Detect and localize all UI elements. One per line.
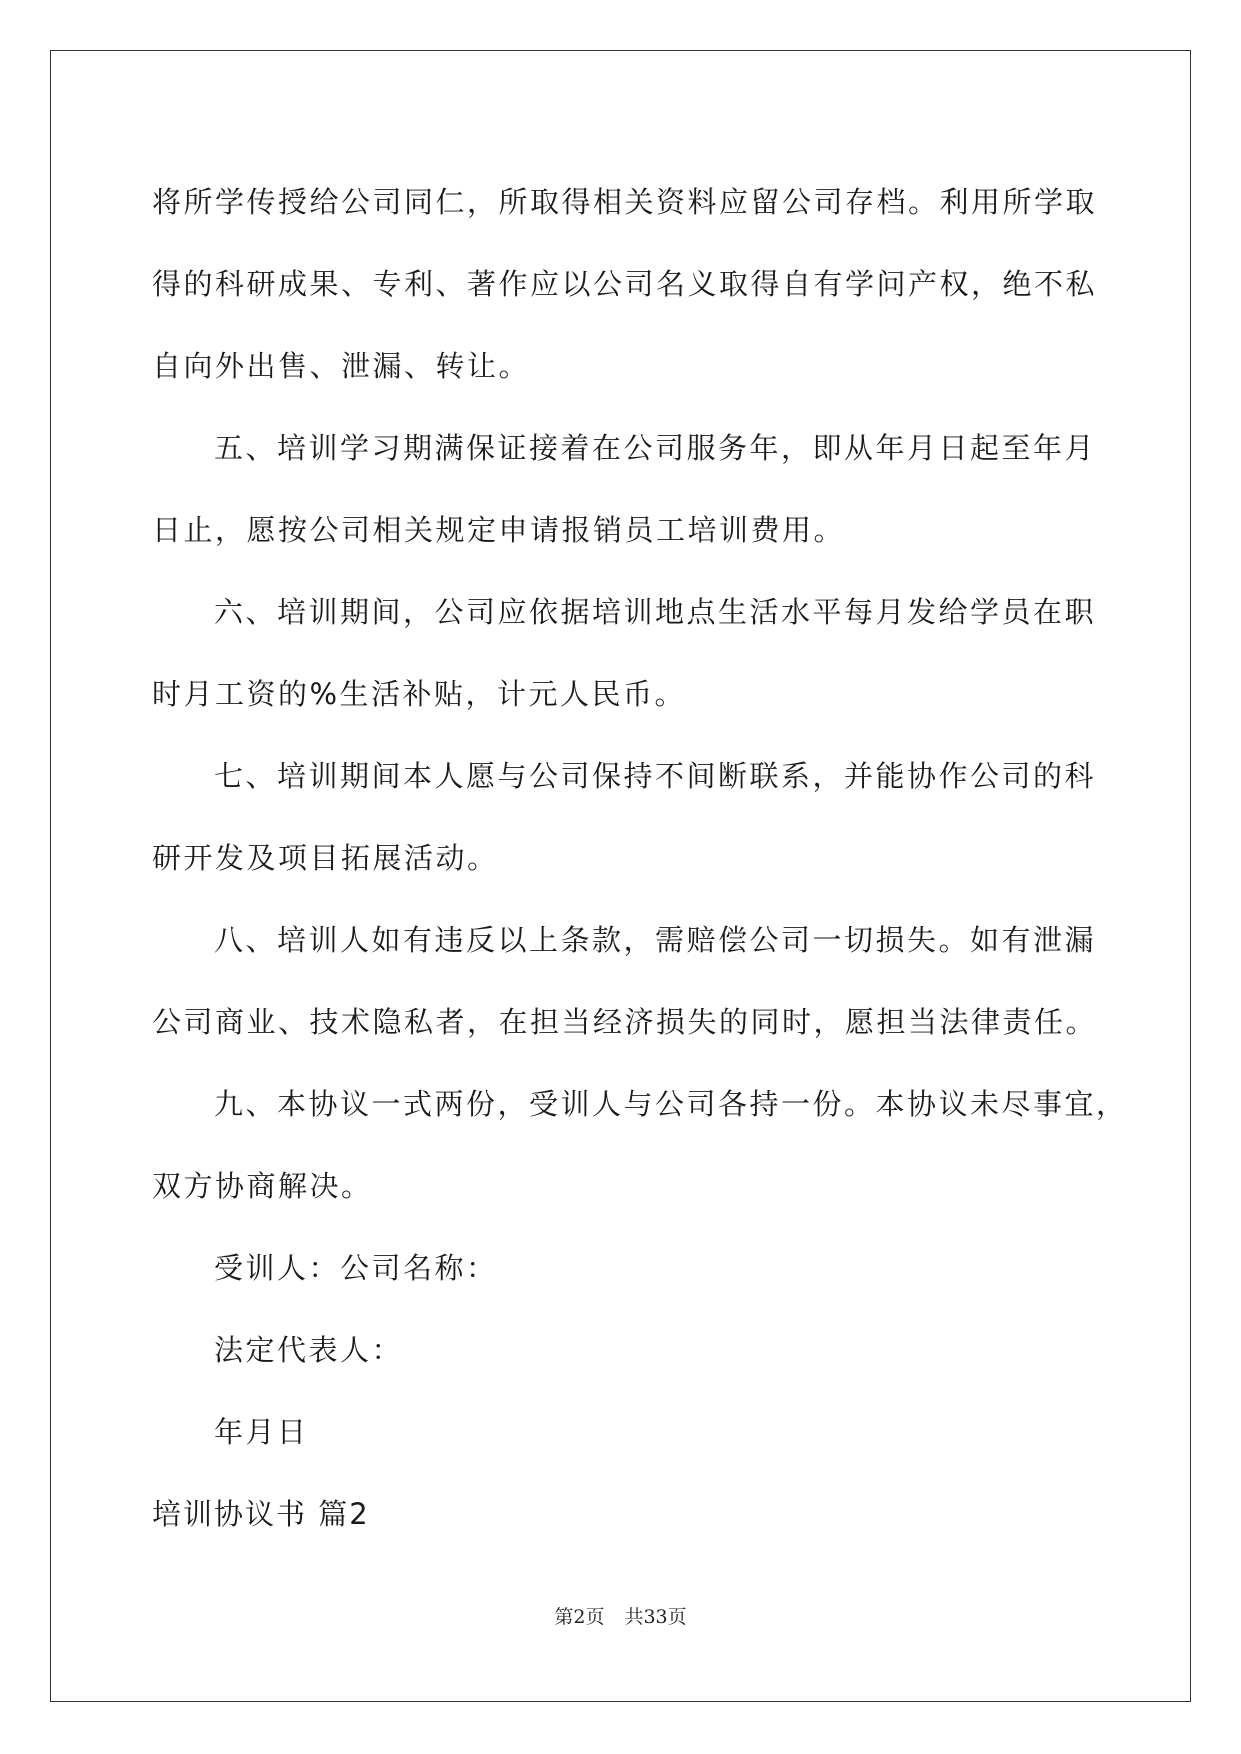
- signature-legal-representative: [152, 1309, 1092, 1391]
- text-line: 年月日: [214, 1415, 309, 1449]
- paragraph-clause-9: [152, 1063, 1128, 1227]
- text-line: 日止，愿按公司相关规定申请报销员工培训费用。: [152, 513, 846, 547]
- paragraph-clause-8: [152, 899, 1098, 1063]
- signature-trainee-company: [152, 1227, 1092, 1309]
- paragraph-1: [152, 161, 1098, 407]
- text-line: 五、培训学习期满保证接着在公司服务年，即从年月日起至年月: [214, 431, 1097, 465]
- text-line: 七、培训期间本人愿与公司保持不间断联系，并能协作公司的科: [214, 759, 1097, 793]
- paragraph-clause-7: [152, 735, 1097, 899]
- paragraph-clause-5: [152, 407, 1097, 571]
- signature-date: [152, 1391, 1092, 1473]
- paragraph-clause-6: [152, 571, 1097, 735]
- text-line: 法定代表人：: [214, 1333, 404, 1367]
- text-line: 自向外出售、泄漏、转让。: [152, 349, 531, 383]
- text-line: 九、本协议一式两份，受训人与公司各持一份。本协议未尽事宜，: [214, 1087, 1128, 1121]
- text-line: 将所学传授给公司同仁，所取得相关资料应留公司存档。利用所学取: [152, 185, 1098, 219]
- page-footer: [0, 1602, 1241, 1629]
- page-number: 第2页: [554, 1606, 605, 1628]
- section-title: 培训协议书 篇2: [152, 1497, 370, 1531]
- text-line: 得的科研成果、专利、著作应以公司名义取得自有学问产权，绝不私: [152, 267, 1098, 301]
- text-line: 双方协商解决。: [152, 1169, 373, 1203]
- text-line: 时月工资的%生活补贴，计元人民币。: [152, 677, 687, 711]
- text-line: 受训人：公司名称：: [214, 1251, 498, 1285]
- page-total: 共33页: [624, 1606, 687, 1628]
- text-line: 六、培训期间，公司应依据培训地点生活水平每月发给学员在职: [214, 595, 1097, 629]
- text-line: 公司商业、技术隐私者，在担当经济损失的同时，愿担当法律责任。: [152, 1005, 1098, 1039]
- document-body: [152, 161, 1128, 1555]
- text-line: 八、培训人如有违反以上条款，需赔偿公司一切损失。如有泄漏: [214, 923, 1097, 957]
- text-line: 研开发及项目拓展活动。: [152, 841, 499, 875]
